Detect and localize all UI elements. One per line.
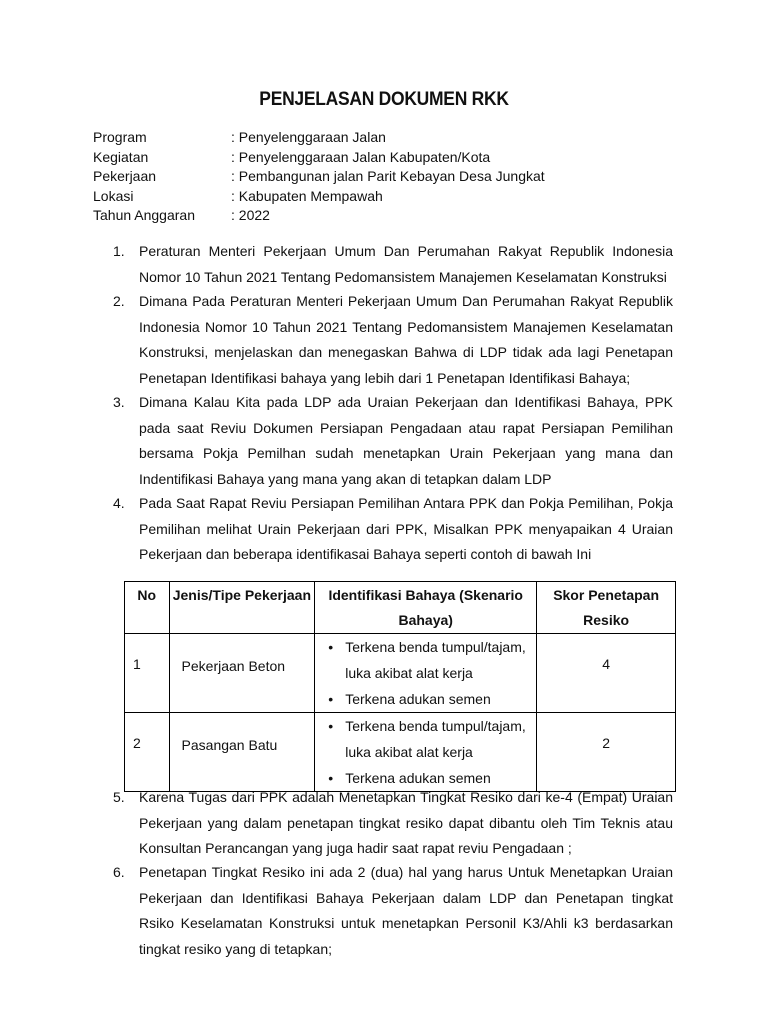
list-item-number: 3. — [113, 394, 125, 410]
list-item-text: Pada Saat Rapat Reviu Persiapan Pemilihan Antara PPK dan Pokja Pemilihan, Pokja Pemilihan melihat Urain Pekerjaan dari PPK, Misalkan PPK menyapaikan 4 Uraian Pekerjaan dan beberapa identifikasai Bahaya seperti contoh di bawah Ini — [139, 495, 673, 562]
hazard-item: • Terkena adukan semen — [315, 686, 536, 712]
header-no: No — [125, 582, 170, 634]
meta-label: Tahun Anggaran — [93, 207, 195, 223]
row-job: Pasangan Batu — [169, 713, 315, 792]
list-item-number: 6. — [113, 864, 125, 880]
row-score: 4 — [537, 634, 676, 713]
list-item-text: Dimana Pada Peraturan Menteri Pekerjaan Umum Dan Perumahan Rakyat Republik Indonesia Nomor 10 Tahun 2021 Tentang Pedomansistem Manajemen Keselamatan Konstruksi, menjelaskan dan menegaskan Bahwa di LDP tidak ada lagi Penetapan Penetapan Identifikasi bahaya yang lebih dari 1 Penetapan Identifikasi Bahaya; — [139, 293, 673, 386]
header-risk-score: Skor Penetapan Resiko — [537, 582, 676, 634]
row-hazards — [315, 634, 537, 713]
meta-value: : 2022 — [231, 207, 270, 223]
meta-row-kegiatan — [93, 148, 545, 168]
meta-label: Program — [93, 129, 147, 145]
list-item-number: 4. — [113, 495, 125, 511]
meta-row-lokasi — [93, 187, 545, 207]
meta-value: : Penyelenggaraan Jalan Kabupaten/Kota — [231, 148, 491, 165]
row-hazards — [315, 713, 537, 792]
meta-row-pekerjaan — [93, 167, 545, 187]
hazard-item: • Terkena adukan semen — [315, 765, 536, 791]
header-job-type: Jenis/Tipe Pekerjaan — [169, 582, 315, 634]
row-job: Pekerjaan Beton — [169, 634, 315, 713]
table-row — [125, 713, 676, 792]
list-item-text: Karena Tugas dari PPK adalah Menetapkan Tingkat Resiko dari ke-4 (Empat) Uraian Pekerjaan yang dalam penetapan tingkat resiko dapat dibantu oleh Tim Teknis atau Konsultan Perancangan yang juga hadir saat rapat reviu Pengadaan ; — [139, 789, 673, 856]
meta-label: Kegiatan — [93, 148, 149, 165]
header-hazard-identification: Identifikasi Bahaya (Skenario Bahaya) — [315, 582, 537, 634]
hazard-table — [124, 581, 676, 792]
list-item-text: Penetapan Tingkat Resiko ini ada 2 (dua) hal yang harus Untuk Menetapkan Uraian Pekerjaan dan Identifikasi Bahaya Pekerjaan dalam LDP dan Penetapan tingkat Rsiko Keselamatan Konstruksi untuk menetapkan Personil K3/Ahli k3 berdasarkan tingkat resiko yang di tetapkan; — [139, 864, 673, 957]
table-row — [125, 634, 676, 713]
list-item-number: 2. — [113, 293, 125, 309]
row-no: 2 — [125, 713, 170, 792]
list-item-text: Dimana Kalau Kita pada LDP ada Uraian Pekerjaan dan Identifikasi Bahaya, PPK pada saat Reviu Dokumen Persiapan Pengadaan atau rapat Persiapan Pemilihan bersama Pokja Pemilhan sudah menetapkan Urain Pekerjaan yang mana dan Indentifikasi Bahaya yang mana yang akan di tetapkan dalam LDP — [139, 394, 673, 487]
meta-value: : Kabupaten Mempawah — [231, 187, 383, 204]
meta-label: Pekerjaan — [93, 168, 157, 184]
meta-row-tahun-anggaran — [93, 206, 545, 226]
list-item-number: 5. — [113, 789, 125, 805]
meta-value: : Pembangunan jalan Parit Kebayan Desa Jungkat — [231, 168, 545, 184]
project-info — [93, 128, 545, 226]
row-score: 2 — [537, 713, 676, 792]
table-header-row — [125, 582, 676, 634]
document-title: PENJELASAN DOKUMEN RKK — [259, 89, 509, 110]
hazard-item: • Terkena benda tumpul/tajam, luka akibat alat kerja — [315, 634, 536, 686]
hazard-item: • Terkena benda tumpul/tajam, luka akibat alat kerja — [315, 713, 536, 765]
meta-row-program — [93, 128, 545, 148]
meta-label: Lokasi — [93, 187, 134, 204]
row-no: 1 — [125, 634, 170, 713]
list-item-number: 1. — [113, 243, 125, 259]
meta-value: : Penyelenggaraan Jalan — [231, 129, 386, 145]
list-item-text: Peraturan Menteri Pekerjaan Umum Dan Perumahan Rakyat Republik Indonesia Nomor 10 Tahun 2021 Tentang Pedomansistem Manajemen Keselamatan Konstruksi — [139, 243, 673, 285]
